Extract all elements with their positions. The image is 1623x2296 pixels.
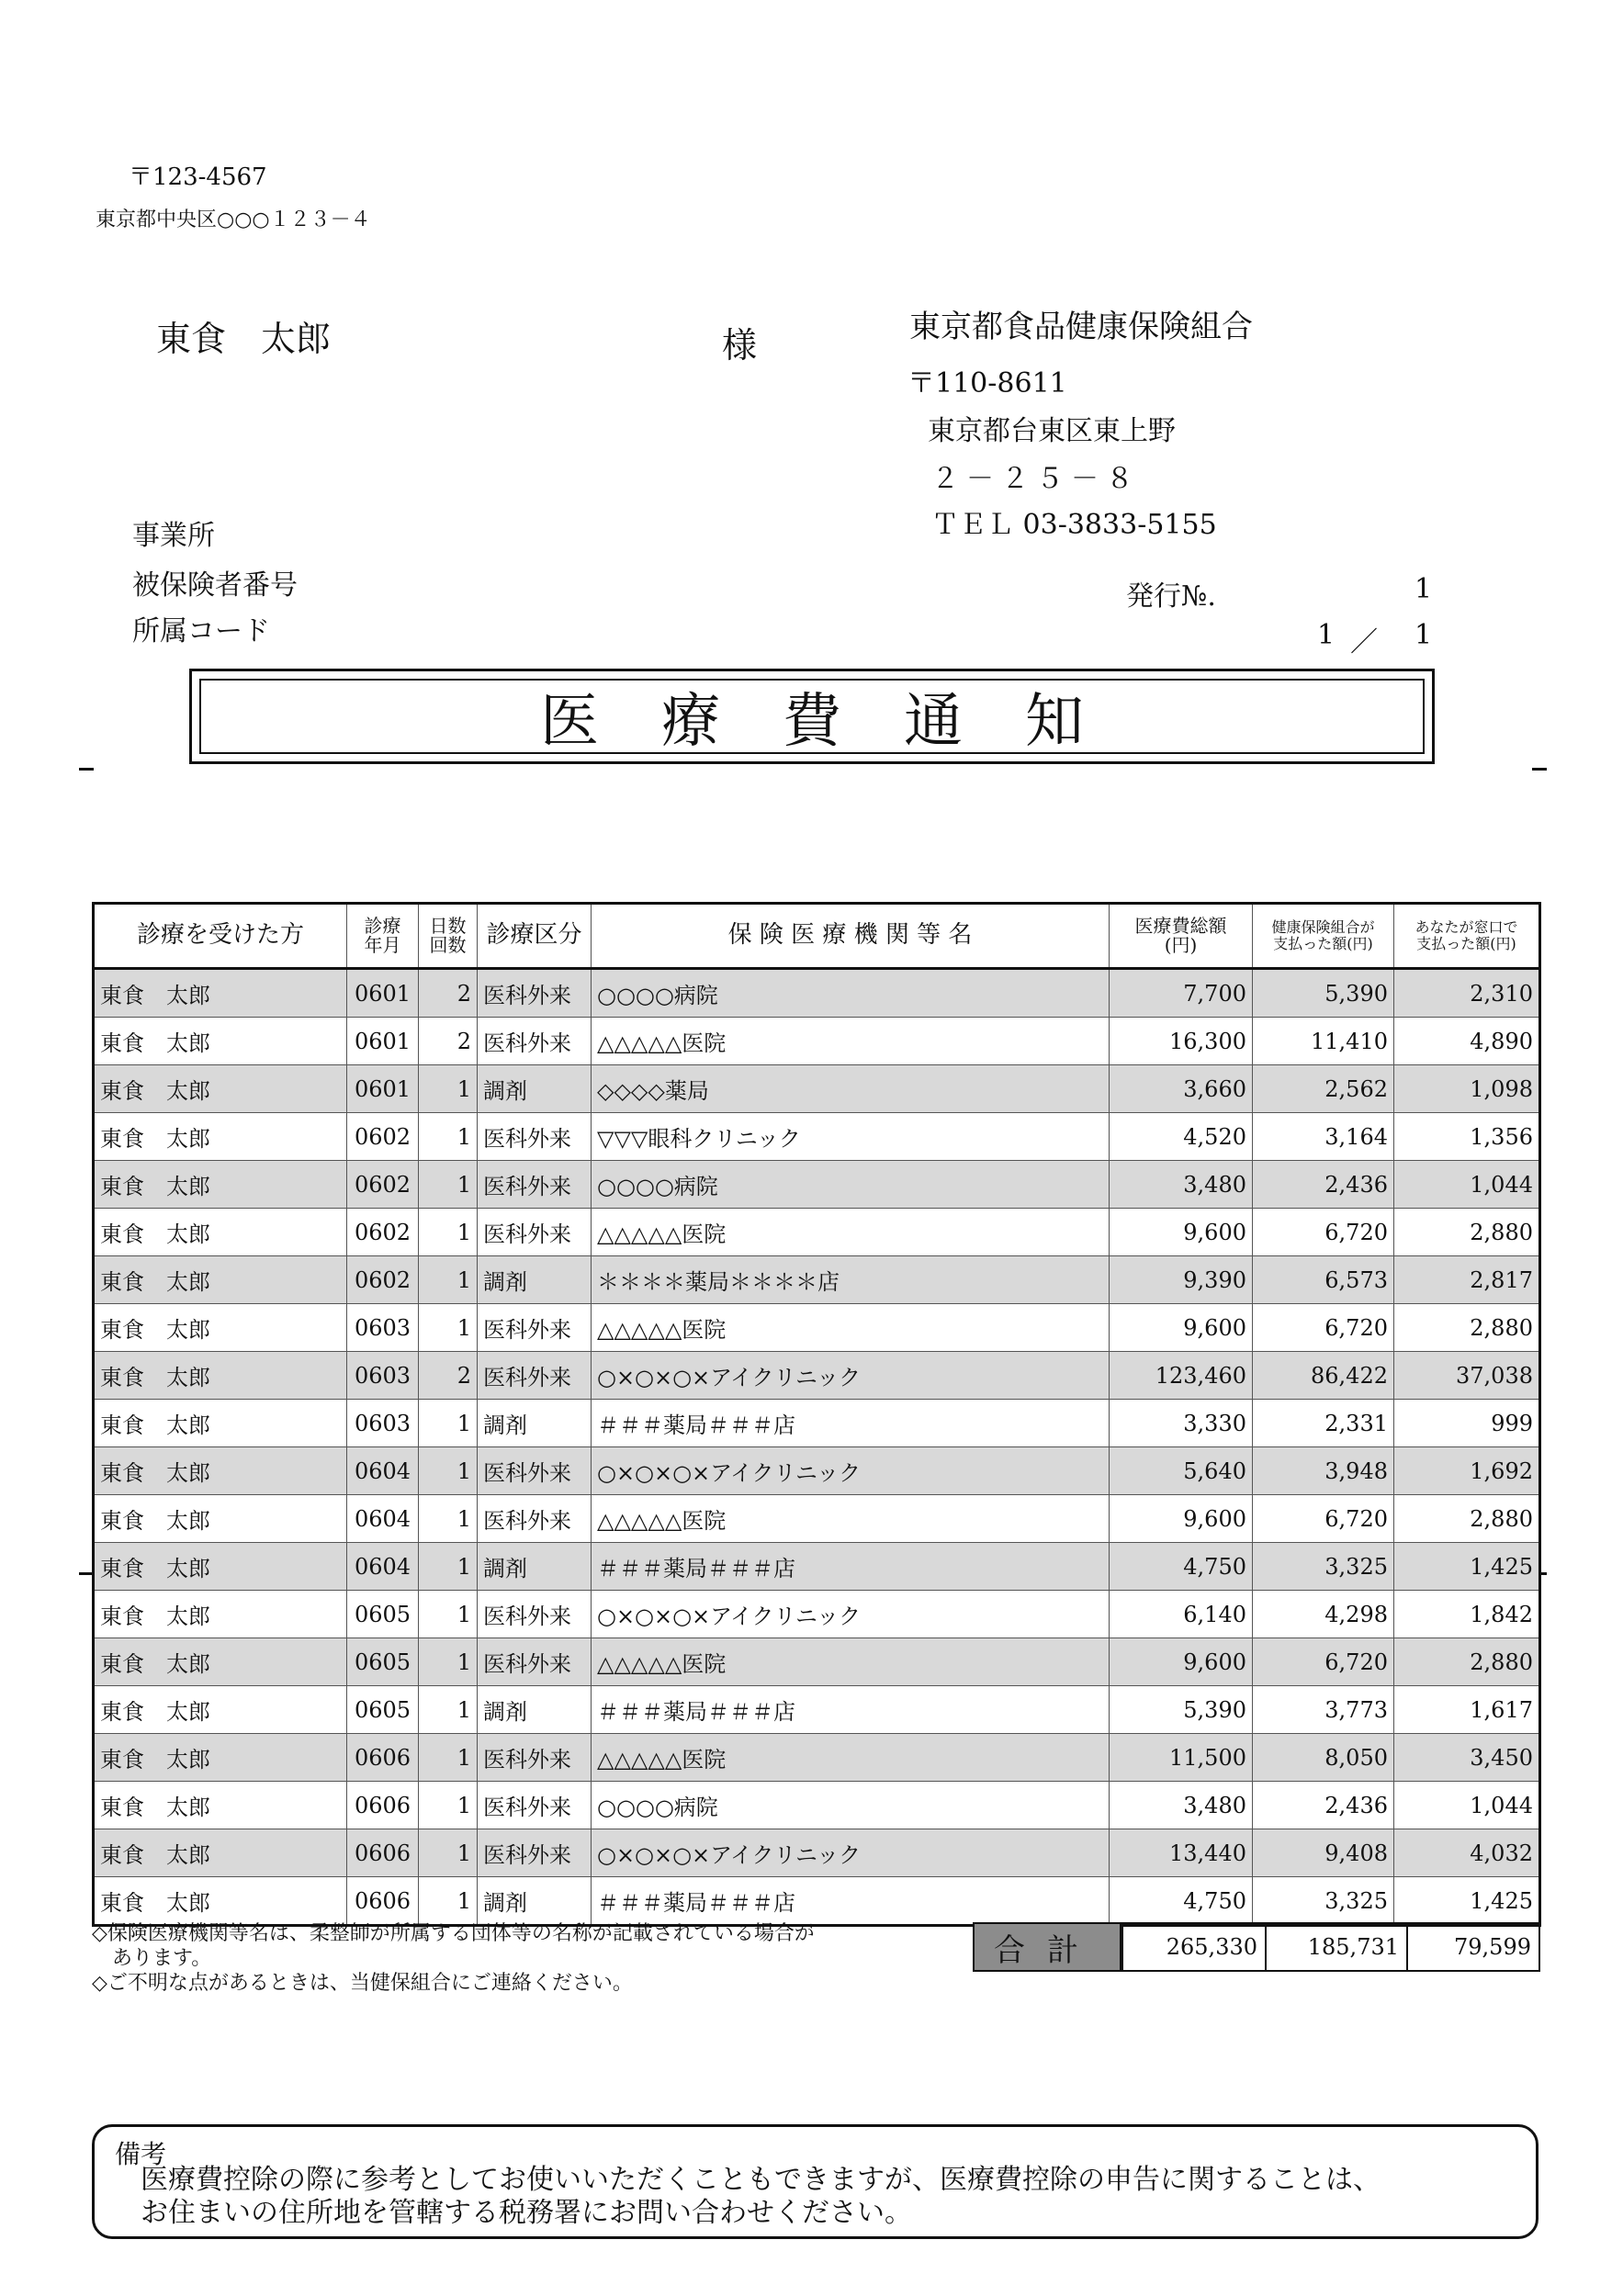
footnote-line: あります。 (92, 1947, 212, 1970)
cell-days: 1 (419, 1209, 478, 1256)
cell-month: 0606 (347, 1782, 419, 1829)
cell-self: 2,817 (1394, 1256, 1540, 1304)
cell-institution: △△△△△医院 (592, 1018, 1110, 1065)
cell-total: 4,750 (1110, 1877, 1253, 1926)
cell-days: 1 (419, 1400, 478, 1447)
total-amount: 265,330 (1122, 1923, 1266, 1971)
cell-month: 0604 (347, 1447, 419, 1495)
cell-days: 1 (419, 1782, 478, 1829)
cell-month: 0603 (347, 1304, 419, 1352)
cell-month: 0606 (347, 1734, 419, 1782)
cell-month: 0605 (347, 1638, 419, 1686)
cell-patient: 東食 太郎 (94, 1591, 347, 1638)
table-row (94, 1113, 1540, 1161)
cell-patient: 東食 太郎 (94, 969, 347, 1018)
cell-month: 0602 (347, 1209, 419, 1256)
issue-number-label: 発行№. (1126, 580, 1216, 613)
cell-insurer: 6,720 (1253, 1495, 1394, 1543)
cell-institution: ○○○○病院 (592, 969, 1110, 1018)
cell-insurer: 86,422 (1253, 1352, 1394, 1400)
cell-institution: ◇◇◇◇薬局 (592, 1065, 1110, 1113)
totals-row (1122, 1923, 1539, 1971)
cell-days: 1 (419, 1495, 478, 1543)
cell-self: 3,450 (1394, 1734, 1540, 1782)
header-month: 診療 年月 (347, 904, 419, 969)
cell-days: 1 (419, 1638, 478, 1686)
cell-self: 2,880 (1394, 1209, 1540, 1256)
cell-days: 1 (419, 1161, 478, 1209)
remarks-box (92, 2124, 1538, 2239)
cell-month: 0605 (347, 1686, 419, 1734)
cell-self: 37,038 (1394, 1352, 1540, 1400)
cell-month: 0601 (347, 1065, 419, 1113)
info-label-office: 事業所 (132, 520, 215, 552)
issuer-tel: ＴＥＬ 03-3833-5155 (931, 509, 1217, 541)
cell-insurer: 3,164 (1253, 1113, 1394, 1161)
cell-self: 1,842 (1394, 1591, 1540, 1638)
header-insurer-paid: 健康保険組合が 支払った額(円) (1253, 904, 1394, 969)
medical-expense-table (92, 902, 1541, 1927)
cell-category: 医科外来 (478, 1495, 592, 1543)
cell-month: 0604 (347, 1543, 419, 1591)
cell-insurer: 6,720 (1253, 1638, 1394, 1686)
cell-month: 0602 (347, 1161, 419, 1209)
cell-institution: ＊＊＊＊薬局＊＊＊＊店 (592, 1256, 1110, 1304)
cell-patient: 東食 太郎 (94, 1256, 347, 1304)
cell-insurer: 3,773 (1253, 1686, 1394, 1734)
cell-category: 医科外来 (478, 1447, 592, 1495)
cell-self: 2,880 (1394, 1638, 1540, 1686)
table-row (94, 1018, 1540, 1065)
table-row (94, 1256, 1540, 1304)
cell-patient: 東食 太郎 (94, 1447, 347, 1495)
cell-days: 2 (419, 1018, 478, 1065)
cell-category: 医科外来 (478, 1352, 592, 1400)
cell-category: 医科外来 (478, 1018, 592, 1065)
cell-patient: 東食 太郎 (94, 1782, 347, 1829)
table-row (94, 1734, 1540, 1782)
cell-days: 1 (419, 1113, 478, 1161)
cell-patient: 東食 太郎 (94, 1161, 347, 1209)
cell-days: 1 (419, 1543, 478, 1591)
document-title: 医療費通知 (540, 688, 1146, 756)
page-separator: ／ (1350, 626, 1378, 658)
cell-category: 医科外来 (478, 1591, 592, 1638)
cell-insurer: 2,436 (1253, 1161, 1394, 1209)
cell-institution: ○×○×○×アイクリニック (592, 1829, 1110, 1877)
cell-category: 医科外来 (478, 969, 592, 1018)
cell-days: 1 (419, 1591, 478, 1638)
info-label-insured-number: 被保険者番号 (132, 569, 298, 602)
cell-month: 0603 (347, 1400, 419, 1447)
cell-category: 医科外来 (478, 1161, 592, 1209)
cell-total: 9,390 (1110, 1256, 1253, 1304)
cell-total: 9,600 (1110, 1638, 1253, 1686)
cell-days: 1 (419, 1256, 478, 1304)
info-label-affiliation-code: 所属コード (132, 615, 270, 647)
cell-self: 2,880 (1394, 1495, 1540, 1543)
cell-insurer: 6,720 (1253, 1209, 1394, 1256)
cell-days: 1 (419, 1829, 478, 1877)
issuer-name: 東京都食品健康保険組合 (909, 309, 1253, 345)
table-row (94, 1782, 1540, 1829)
cell-total: 6,140 (1110, 1591, 1253, 1638)
cell-patient: 東食 太郎 (94, 1352, 347, 1400)
cell-patient: 東食 太郎 (94, 1734, 347, 1782)
cell-insurer: 6,720 (1253, 1304, 1394, 1352)
table-row (94, 969, 1540, 1018)
header-self-paid: あなたが窓口で 支払った額(円) (1394, 904, 1540, 969)
cell-category: 医科外来 (478, 1734, 592, 1782)
cell-self: 1,098 (1394, 1065, 1540, 1113)
cell-patient: 東食 太郎 (94, 1400, 347, 1447)
cell-category: 医科外来 (478, 1304, 592, 1352)
cell-patient: 東食 太郎 (94, 1113, 347, 1161)
issuer-postal: 〒110-8611 (907, 367, 1067, 400)
cell-days: 2 (419, 969, 478, 1018)
cell-days: 1 (419, 1447, 478, 1495)
cell-total: 11,500 (1110, 1734, 1253, 1782)
table-row (94, 1829, 1540, 1877)
cell-total: 9,600 (1110, 1495, 1253, 1543)
cell-category: 医科外来 (478, 1829, 592, 1877)
cell-institution: ＃＃＃薬局＃＃＃店 (592, 1400, 1110, 1447)
cell-patient: 東食 太郎 (94, 1638, 347, 1686)
cell-self: 1,425 (1394, 1877, 1540, 1926)
cell-institution: ▽▽▽眼科クリニック (592, 1113, 1110, 1161)
cell-total: 5,390 (1110, 1686, 1253, 1734)
table-row (94, 1400, 1540, 1447)
cell-category: 医科外来 (478, 1782, 592, 1829)
cell-month: 0602 (347, 1113, 419, 1161)
document-title-frame (189, 669, 1435, 764)
table-row (94, 1352, 1540, 1400)
cell-self: 999 (1394, 1400, 1540, 1447)
footnote-line: ◇保険医療機関等名は、柔整師が所属する団体等の名称が記載されている場合が (92, 1922, 815, 1945)
cell-total: 9,600 (1110, 1209, 1253, 1256)
cell-patient: 東食 太郎 (94, 1686, 347, 1734)
footnotes (92, 1921, 815, 1996)
cell-total: 3,330 (1110, 1400, 1253, 1447)
cell-category: 調剤 (478, 1400, 592, 1447)
cell-category: 調剤 (478, 1877, 592, 1926)
cell-total: 13,440 (1110, 1829, 1253, 1877)
total-insurer-paid: 185,731 (1266, 1923, 1407, 1971)
cell-days: 1 (419, 1686, 478, 1734)
cell-insurer: 2,562 (1253, 1065, 1394, 1113)
cell-days: 1 (419, 1877, 478, 1926)
cell-month: 0601 (347, 1018, 419, 1065)
cell-days: 1 (419, 1734, 478, 1782)
cell-self: 4,890 (1394, 1018, 1540, 1065)
table-row (94, 1209, 1540, 1256)
cell-self: 2,880 (1394, 1304, 1540, 1352)
cell-insurer: 3,325 (1253, 1543, 1394, 1591)
cell-total: 16,300 (1110, 1018, 1253, 1065)
cell-institution: △△△△△医院 (592, 1638, 1110, 1686)
cell-institution: ○×○×○×アイクリニック (592, 1352, 1110, 1400)
cell-category: 調剤 (478, 1065, 592, 1113)
cell-institution: △△△△△医院 (592, 1304, 1110, 1352)
crop-mark (1532, 768, 1547, 771)
cell-insurer: 11,410 (1253, 1018, 1394, 1065)
cell-days: 2 (419, 1352, 478, 1400)
cell-total: 9,600 (1110, 1304, 1253, 1352)
header-total: 医療費総額 (円) (1110, 904, 1253, 969)
table-row (94, 1304, 1540, 1352)
table-row (94, 1591, 1540, 1638)
cell-insurer: 9,408 (1253, 1829, 1394, 1877)
page-total: 1 (1414, 619, 1433, 651)
header-category: 診療区分 (478, 904, 592, 969)
recipient-postal: 〒123-4567 (129, 163, 267, 191)
cell-patient: 東食 太郎 (94, 1829, 347, 1877)
cell-month: 0606 (347, 1829, 419, 1877)
cell-institution: ＃＃＃薬局＃＃＃店 (592, 1877, 1110, 1926)
crop-mark (79, 768, 94, 771)
cell-total: 4,520 (1110, 1113, 1253, 1161)
cell-total: 7,700 (1110, 969, 1253, 1018)
cell-self: 1,044 (1394, 1782, 1540, 1829)
cell-patient: 東食 太郎 (94, 1018, 347, 1065)
cell-institution: △△△△△医院 (592, 1209, 1110, 1256)
cell-total: 3,660 (1110, 1065, 1253, 1113)
cell-patient: 東食 太郎 (94, 1495, 347, 1543)
cell-patient: 東食 太郎 (94, 1065, 347, 1113)
cell-patient: 東食 太郎 (94, 1543, 347, 1591)
recipient-address: 東京都中央区○○○１２３－４ (96, 208, 371, 231)
cell-self: 1,692 (1394, 1447, 1540, 1495)
cell-institution: ＃＃＃薬局＃＃＃店 (592, 1686, 1110, 1734)
cell-patient: 東食 太郎 (94, 1209, 347, 1256)
cell-insurer: 2,436 (1253, 1782, 1394, 1829)
total-label: 合計 (973, 1922, 1121, 1972)
cell-total: 123,460 (1110, 1352, 1253, 1400)
cell-total: 3,480 (1110, 1782, 1253, 1829)
total-self-paid: 79,599 (1407, 1923, 1539, 1971)
cell-category: 医科外来 (478, 1113, 592, 1161)
cell-insurer: 5,390 (1253, 969, 1394, 1018)
cell-insurer: 4,298 (1253, 1591, 1394, 1638)
cell-institution: △△△△△医院 (592, 1734, 1110, 1782)
cell-institution: ＃＃＃薬局＃＃＃店 (592, 1543, 1110, 1591)
cell-self: 1,044 (1394, 1161, 1540, 1209)
cell-self: 1,617 (1394, 1686, 1540, 1734)
cell-days: 1 (419, 1304, 478, 1352)
cell-month: 0604 (347, 1495, 419, 1543)
recipient-name: 東食 太郎 (156, 319, 332, 359)
table-row (94, 1447, 1540, 1495)
footnote-line: ◇ご不明な点があるときは、当健保組合にご連絡ください。 (92, 1972, 633, 1995)
cell-insurer: 3,948 (1253, 1447, 1394, 1495)
cell-category: 医科外来 (478, 1209, 592, 1256)
cell-total: 4,750 (1110, 1543, 1253, 1591)
recipient-honorific: 様 (722, 325, 758, 366)
cell-month: 0605 (347, 1591, 419, 1638)
cell-self: 4,032 (1394, 1829, 1540, 1877)
remarks-text: 医療費控除の際に参考としてお使いいただくこともできますが、医療費控除の申告に関することは、 お住まいの住所地を管轄する税務署にお問い合わせください。 (141, 2164, 1381, 2229)
cell-insurer: 6,573 (1253, 1256, 1394, 1304)
table-row (94, 1877, 1540, 1926)
remarks-heading: 備考 (115, 2139, 167, 2169)
cell-month: 0601 (347, 969, 419, 1018)
cell-insurer: 3,325 (1253, 1877, 1394, 1926)
table-row (94, 1686, 1540, 1734)
cell-institution: ○×○×○×アイクリニック (592, 1447, 1110, 1495)
cell-institution: △△△△△医院 (592, 1495, 1110, 1543)
cell-total: 3,480 (1110, 1161, 1253, 1209)
cell-patient: 東食 太郎 (94, 1304, 347, 1352)
cell-month: 0603 (347, 1352, 419, 1400)
cell-category: 医科外来 (478, 1638, 592, 1686)
cell-insurer: 2,331 (1253, 1400, 1394, 1447)
table-row (94, 1543, 1540, 1591)
header-institution: 保 険 医 療 機 関 等 名 (592, 904, 1110, 969)
cell-category: 調剤 (478, 1543, 592, 1591)
page-current: 1 (1317, 619, 1336, 651)
cell-month: 0602 (347, 1256, 419, 1304)
cell-insurer: 8,050 (1253, 1734, 1394, 1782)
cell-days: 1 (419, 1065, 478, 1113)
table-row (94, 1161, 1540, 1209)
cell-institution: ○○○○病院 (592, 1782, 1110, 1829)
cell-institution: ○×○×○×アイクリニック (592, 1591, 1110, 1638)
header-patient: 診療を受けた方 (94, 904, 347, 969)
table-row (94, 1638, 1540, 1686)
cell-total: 5,640 (1110, 1447, 1253, 1495)
cell-self: 2,310 (1394, 969, 1540, 1018)
cell-institution: ○○○○病院 (592, 1161, 1110, 1209)
cell-month: 0606 (347, 1877, 419, 1926)
issuer-address-1: 東京都台東区東上野 (928, 415, 1176, 447)
cell-category: 調剤 (478, 1256, 592, 1304)
table-row (94, 1065, 1540, 1113)
cell-self: 1,356 (1394, 1113, 1540, 1161)
table-header-row (94, 904, 1540, 969)
header-days: 日数 回数 (419, 904, 478, 969)
cell-patient: 東食 太郎 (94, 1877, 347, 1926)
totals-table (1121, 1922, 1540, 1972)
issue-number: 1 (1414, 573, 1433, 605)
issuer-address-2: ２－２５－８ (931, 463, 1141, 495)
cell-category: 調剤 (478, 1686, 592, 1734)
cell-self: 1,425 (1394, 1543, 1540, 1591)
table-row (94, 1495, 1540, 1543)
